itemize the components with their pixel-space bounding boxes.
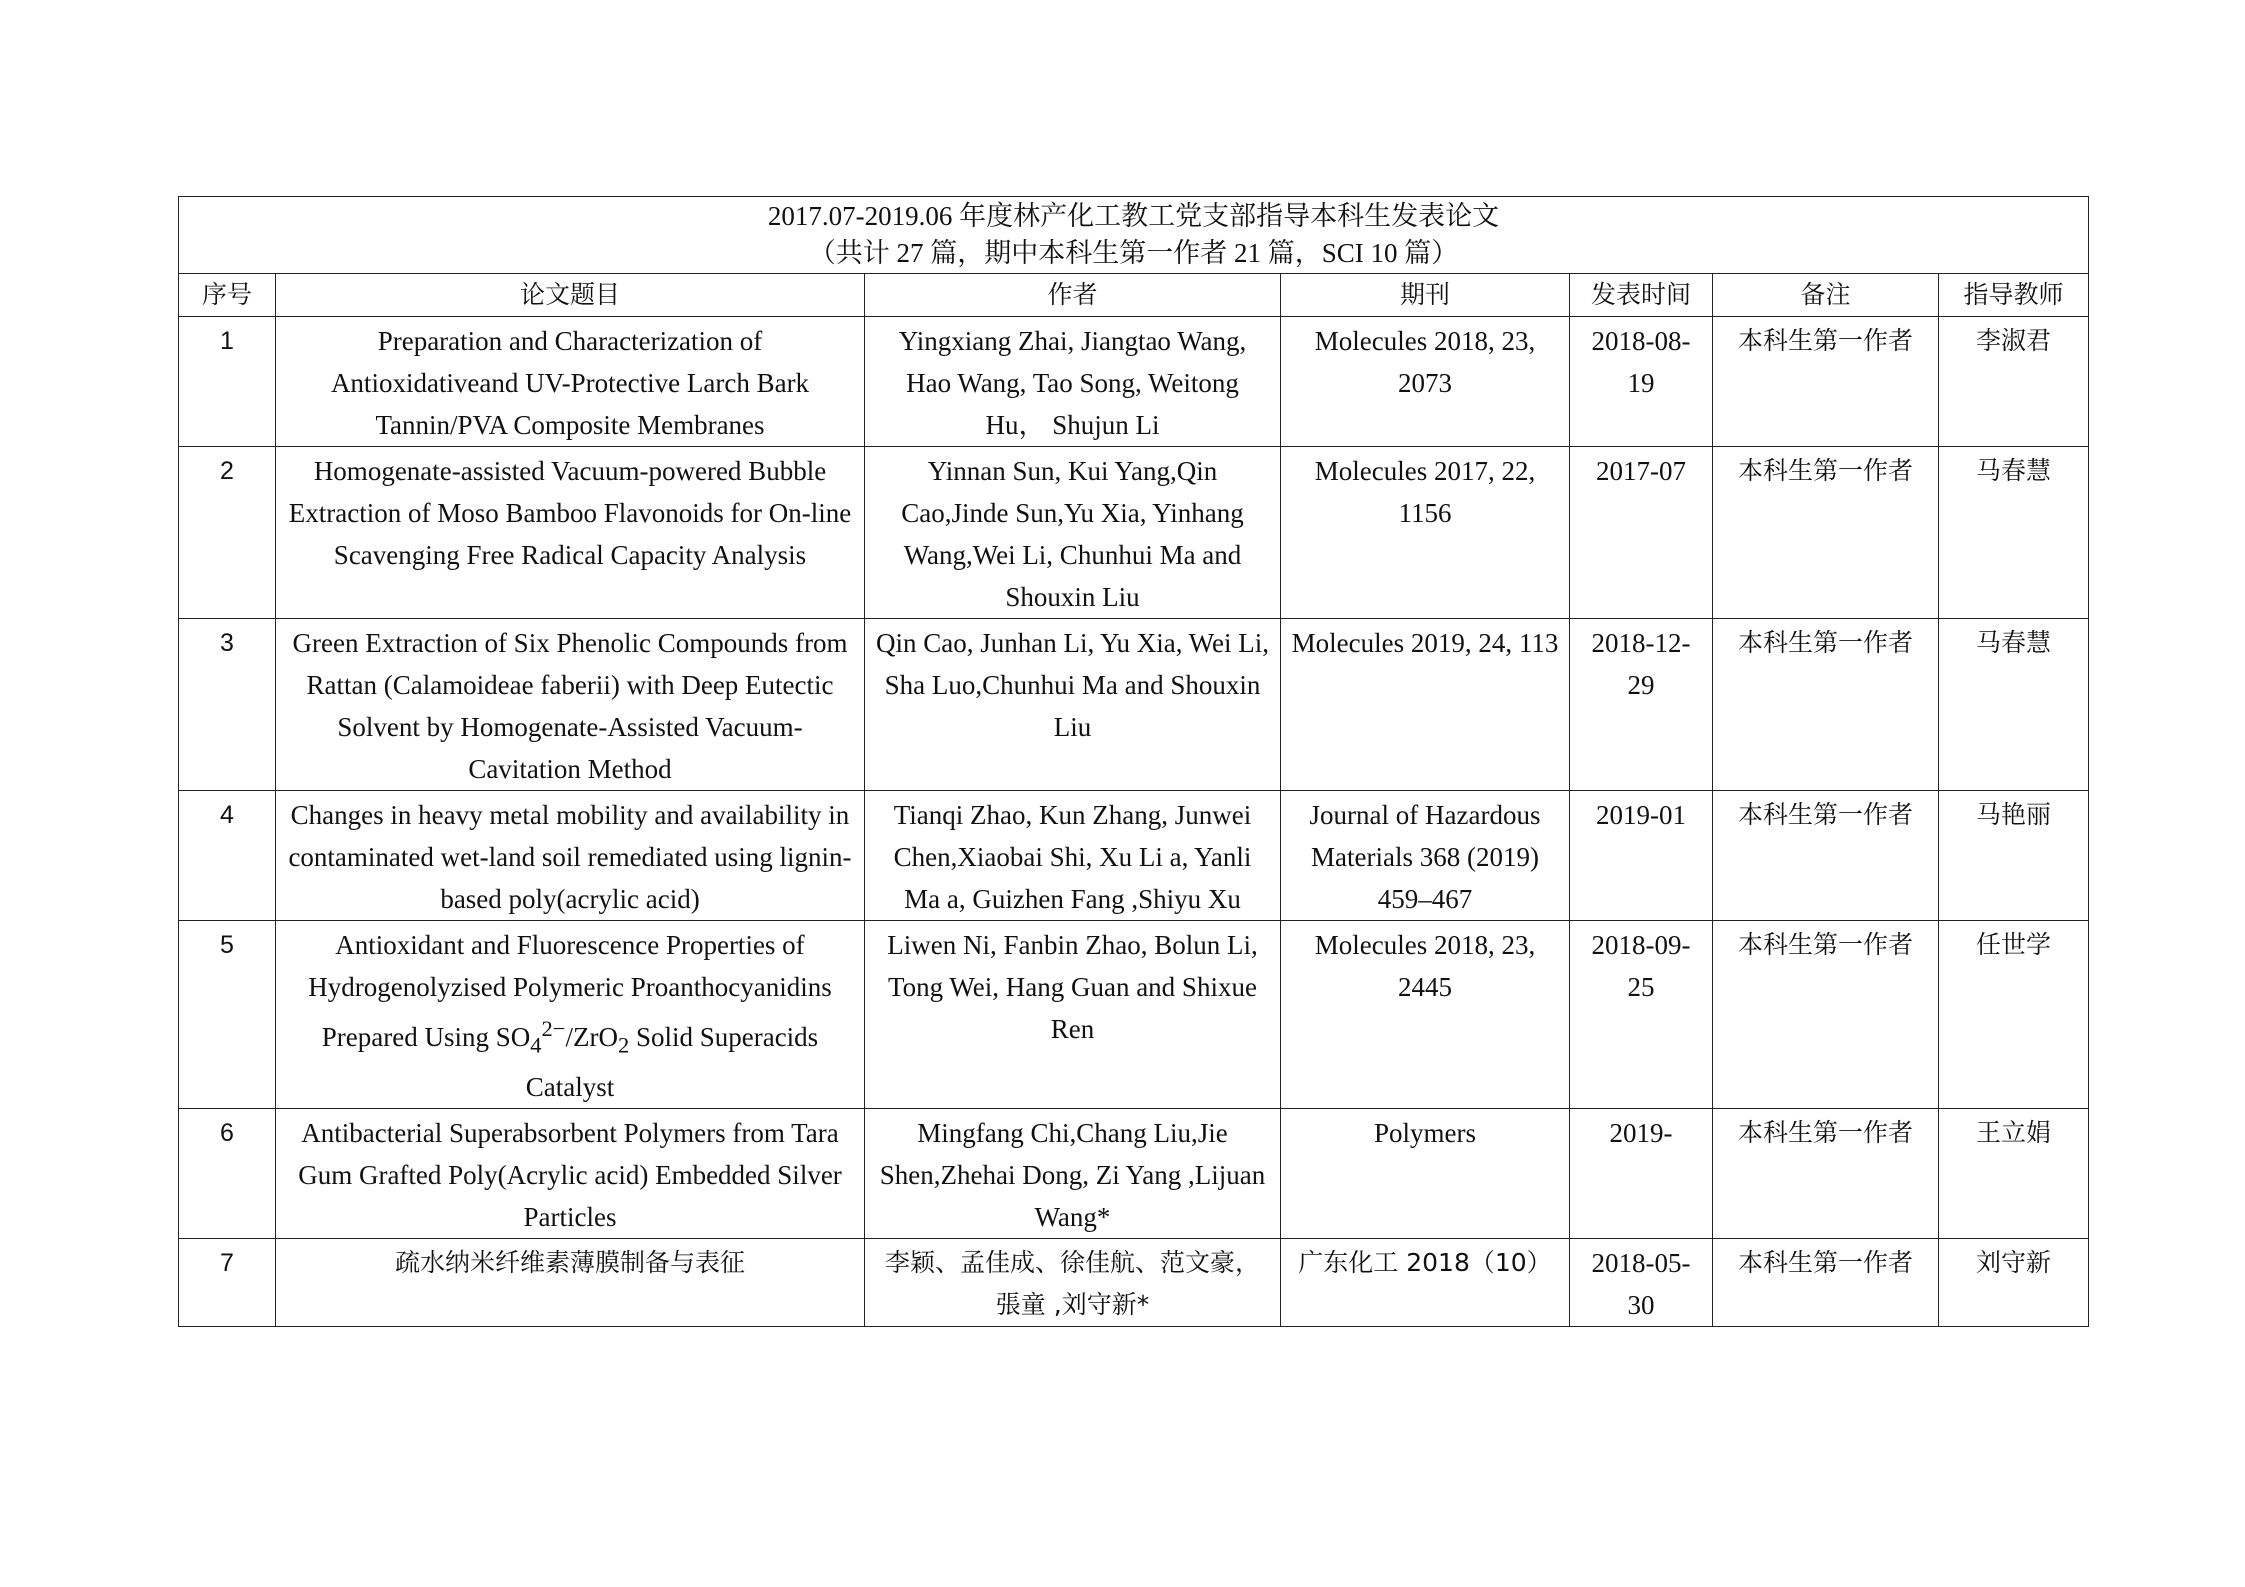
header-journal: 期刊 [1281, 274, 1570, 317]
cell-authors: Qin Cao, Junhan Li, Yu Xia, Wei Li, Sha Luo,Chunhui Ma and Shouxin Liu [865, 619, 1281, 791]
cell-advisor: 刘守新 [1939, 1239, 2089, 1327]
cell-paper: Green Extraction of Six Phenolic Compounds from Rattan (Calamoideae faberii) with Deep Eutectic Solvent by Homogenate-Assisted Vacuum-Cavitation Method [276, 619, 865, 791]
table-row [179, 317, 2089, 447]
cell-paper: Changes in heavy metal mobility and availability in contaminated wet-land soil remediated using lignin-based poly(acrylic acid) [276, 791, 865, 921]
cell-remark: 本科生第一作者 [1713, 317, 1939, 447]
header-authors: 作者 [865, 274, 1281, 317]
cell-paper: Antibacterial Superabsorbent Polymers from Tara Gum Grafted Poly(Acrylic acid) Embedded Silver Particles [276, 1109, 865, 1239]
cell-date: 2019- [1570, 1109, 1713, 1239]
cell-no: 7 [179, 1239, 276, 1327]
cell-journal: 广东化工 2018（10） [1281, 1239, 1570, 1327]
table-row [179, 791, 2089, 921]
cell-journal: Molecules 2018, 23, 2073 [1281, 317, 1570, 447]
table-title [179, 197, 2089, 274]
cell-no: 2 [179, 447, 276, 619]
cell-remark: 本科生第一作者 [1713, 619, 1939, 791]
cell-remark: 本科生第一作者 [1713, 447, 1939, 619]
cell-authors: Yinnan Sun, Kui Yang,Qin Cao,Jinde Sun,Yu Xia, Yinhang Wang,Wei Li, Chunhui Ma and Shouxin Liu [865, 447, 1281, 619]
table-header-row [179, 274, 2089, 317]
table-row [179, 619, 2089, 791]
cell-advisor: 马春慧 [1939, 447, 2089, 619]
cell-authors: Liwen Ni, Fanbin Zhao, Bolun Li, Tong Wei, Hang Guan and Shixue Ren [865, 921, 1281, 1109]
cell-advisor: 马艳丽 [1939, 791, 2089, 921]
header-date: 发表时间 [1570, 274, 1713, 317]
header-advisor: 指导教师 [1939, 274, 2089, 317]
cell-no: 1 [179, 317, 276, 447]
table-title-line2: （共计 27 篇，期中本科生第一作者 21 篇，SCI 10 篇） [808, 238, 1459, 268]
header-remark: 备注 [1713, 274, 1939, 317]
cell-date: 2019-01 [1570, 791, 1713, 921]
cell-date: 2018-05-30 [1570, 1239, 1713, 1327]
header-no: 序号 [179, 274, 276, 317]
cell-authors: Yingxiang Zhai, Jiangtao Wang, Hao Wang, Tao Song, Weitong Hu， Shujun Li [865, 317, 1281, 447]
table-title-row [179, 197, 2089, 274]
cell-paper [276, 921, 865, 1109]
cell-authors: Tianqi Zhao, Kun Zhang, Junwei Chen,Xiaobai Shi, Xu Li a, Yanli Ma a, Guizhen Fang ,Shiyu Xu [865, 791, 1281, 921]
paper-sub-4: 4 [530, 1032, 542, 1058]
paper-text-mid: /ZrO [565, 1022, 618, 1052]
cell-date: 2018-08-19 [1570, 317, 1713, 447]
cell-authors: 李颖、孟佳成、徐佳航、范文豪，張童 ,刘守新* [865, 1239, 1281, 1327]
table-row [179, 1239, 2089, 1327]
paper-text-pre: Antioxidant and Fluorescence Properties of Hydrogenolyzised Polymeric Proanthocyanidins Prepared Using SO [308, 930, 832, 1052]
header-paper: 论文题目 [276, 274, 865, 317]
table-row [179, 447, 2089, 619]
cell-paper: 疏水纳米纤维素薄膜制备与表征 [276, 1239, 865, 1327]
cell-authors: Mingfang Chi,Chang Liu,Jie Shen,Zhehai Dong, Zi Yang ,Lijuan Wang* [865, 1109, 1281, 1239]
paper-text-post: Solid Superacids Catalyst [525, 1022, 819, 1103]
cell-remark: 本科生第一作者 [1713, 1109, 1939, 1239]
cell-remark: 本科生第一作者 [1713, 791, 1939, 921]
cell-no: 6 [179, 1109, 276, 1239]
cell-date: 2018-09-25 [1570, 921, 1713, 1109]
cell-journal: Molecules 2018, 23, 2445 [1281, 921, 1570, 1109]
cell-advisor: 马春慧 [1939, 619, 2089, 791]
cell-remark: 本科生第一作者 [1713, 1239, 1939, 1327]
table-row [179, 921, 2089, 1109]
cell-remark: 本科生第一作者 [1713, 921, 1939, 1109]
cell-advisor: 李淑君 [1939, 317, 2089, 447]
cell-date: 2017-07 [1570, 447, 1713, 619]
cell-date: 2018-12-29 [1570, 619, 1713, 791]
cell-advisor: 任世学 [1939, 921, 2089, 1109]
cell-journal: Polymers [1281, 1109, 1570, 1239]
cell-paper: Preparation and Characterization of Antioxidativeand UV-Protective Larch Bark Tannin/PVA Composite Membranes [276, 317, 865, 447]
papers-table [178, 196, 2089, 1327]
cell-advisor: 王立娟 [1939, 1109, 2089, 1239]
cell-no: 3 [179, 619, 276, 791]
cell-paper: Homogenate-assisted Vacuum-powered Bubble Extraction of Moso Bamboo Flavonoids for On-line Scavenging Free Radical Capacity Analysis [276, 447, 865, 619]
cell-no: 5 [179, 921, 276, 1109]
paper-sub-2: 2 [617, 1032, 630, 1058]
cell-no: 4 [179, 791, 276, 921]
cell-journal: Journal of Hazardous Materials 368 (2019) 459–467 [1281, 791, 1570, 921]
cell-journal: Molecules 2017, 22, 1156 [1281, 447, 1570, 619]
table-title-line1: 2017.07-2019.06 年度林产化工教工党支部指导本科生发表论文 [767, 201, 1500, 231]
table-row [179, 1109, 2089, 1239]
paper-sup-charge: 2− [541, 1016, 566, 1041]
cell-journal: Molecules 2019, 24, 113 [1281, 619, 1570, 791]
